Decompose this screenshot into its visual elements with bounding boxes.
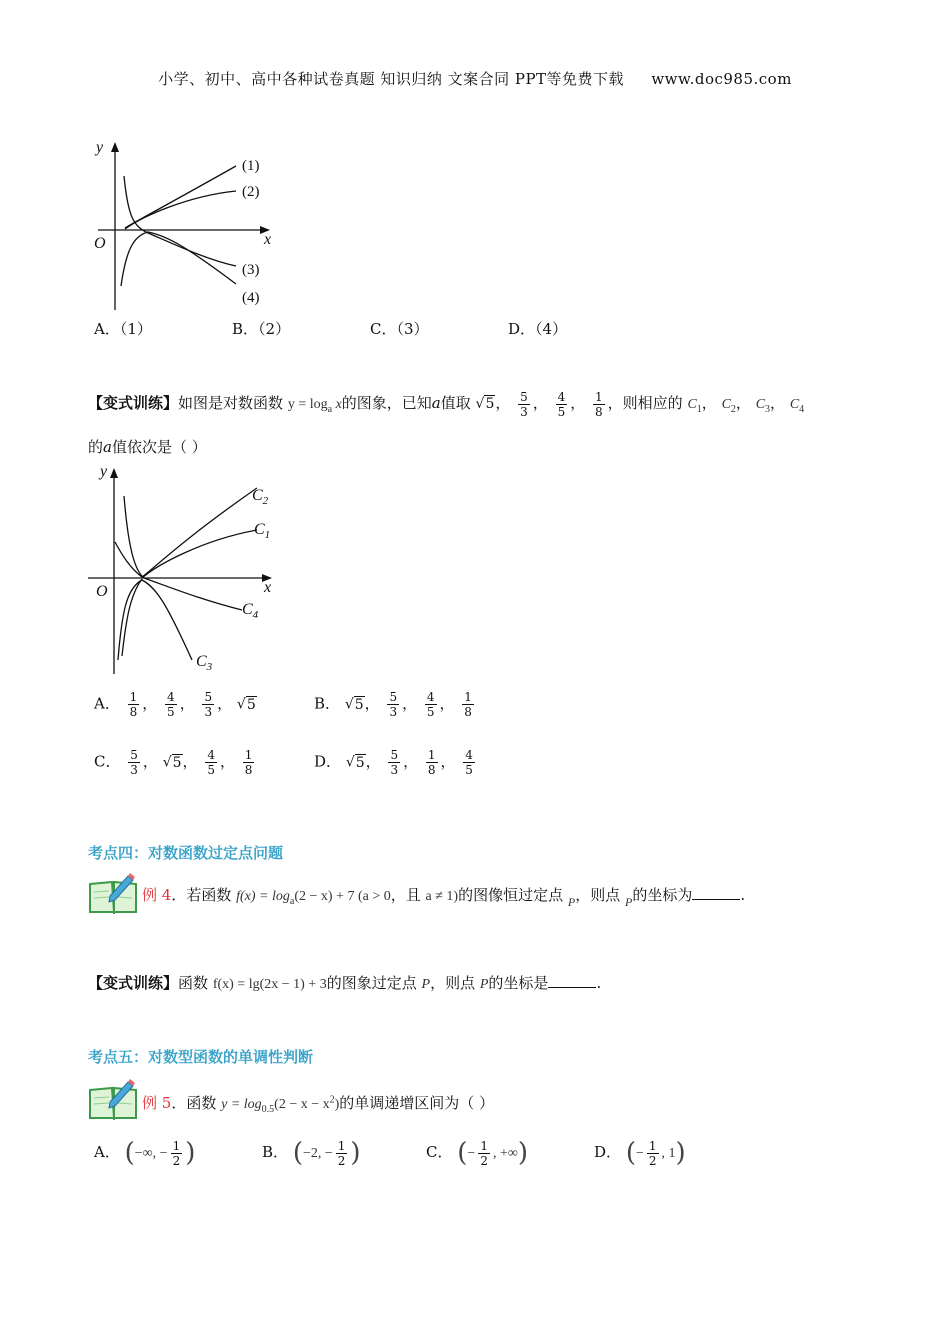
header-text: 小学、初中、高中各种试卷真题 知识归纳 文案合同 PPT等免费下载 (158, 70, 625, 88)
answer-blank-4[interactable] (692, 885, 740, 900)
curve-c3 (118, 580, 192, 660)
curve-label-2: (2) (242, 184, 260, 200)
q2-option-b[interactable]: B． √5， $\frac{5}{3}$ ， $\frac{4}{5}$ ， $\frac{1}{8}$ (314, 690, 472, 719)
section-5-title: 考点五：对数型函数的单调性判断 (88, 1048, 314, 1066)
curve-c2 (142, 488, 257, 577)
curve-c1 (142, 530, 257, 578)
curve-label-4: (4) (242, 290, 260, 306)
graph-1 (88, 136, 288, 311)
variant-2: 【变式训练】函数 f(x) = lg(2x − 1) + 3的图象过定点 P，则点 P的坐标是 . (88, 974, 602, 992)
example-5: 例 5．函数 $y = \log_{0.5}(2 - x - x^2)$的单调递增区间为（ ） (142, 1094, 495, 1115)
q5-option-c[interactable]: C． (− $\frac{1}{2}$ , +∞) (426, 1138, 529, 1168)
book-pencil-icon (88, 1078, 140, 1122)
book-pencil-icon (88, 872, 140, 916)
curve-label-c3: $C_3$ (196, 653, 213, 673)
variant-1-line-2: 的a值依次是（ ） (88, 438, 207, 456)
q5-option-b[interactable]: B． (−2, − $\frac{1}{2}$ ) (262, 1138, 361, 1168)
q1-option-a[interactable]: A．（1） (94, 320, 152, 338)
curve-label-1: (1) (242, 158, 260, 174)
curve-label-c1: $C_1$ (254, 521, 271, 541)
y-axis-label: y (96, 139, 104, 156)
example-4: 例 4．若函数 $f(x) = \log_a(2 - x) + 7$ (a > 0，且 a ≠ 1)的图像恒过定点 $_P$，则点 $_P$的坐标为 . (142, 886, 746, 909)
y-axis-label: y (100, 463, 108, 480)
curve-label-c2: $C_2$ (252, 487, 269, 507)
origin-label: O (94, 235, 106, 252)
graph-2 (82, 460, 292, 680)
example-4-label: 例 4 (142, 886, 172, 904)
header-url[interactable]: www.doc985.com (651, 70, 792, 88)
origin-label: O (96, 583, 108, 600)
q5-option-d[interactable]: D． (− $\frac{1}{2}$ , 1) (594, 1138, 686, 1168)
q1-option-d[interactable]: D．（4） (508, 320, 568, 338)
y-axis-arrow (111, 142, 119, 152)
q5-option-a[interactable]: A． (−∞, − $\frac{1}{2}$ ) (94, 1138, 196, 1168)
q2-option-d[interactable]: D． √5， $\frac{5}{3}$ ， $\frac{1}{8}$ ， $\frac{4}{5}$ (314, 748, 473, 777)
curve-label-3: (3) (242, 262, 260, 278)
q1-option-b[interactable]: B．（2） (232, 320, 291, 338)
curve-4 (121, 232, 236, 286)
section-4-title: 考点四：对数函数过定点问题 (88, 844, 284, 862)
page-header (0, 68, 950, 89)
x-axis-label: x (264, 231, 272, 248)
y-axis-arrow (110, 468, 118, 478)
example-5-label: 例 5 (142, 1094, 172, 1112)
q2-option-a[interactable]: A． $\frac{1}{8}$ ， $\frac{4}{5}$ ， $\frac{5}{3}$ ， √5 (94, 690, 256, 719)
answer-blank-variant-2[interactable] (548, 973, 596, 988)
q1-option-c[interactable]: C．（3） (370, 320, 429, 338)
curve-3 (124, 176, 236, 266)
variant-tag: 【变式训练】 (88, 394, 179, 412)
curve-c4-upper (115, 542, 142, 577)
x-axis-label: x (264, 579, 272, 596)
q2-option-c[interactable]: C． $\frac{5}{3}$ ， √5， $\frac{4}{5}$ ， $\frac{1}{8}$ (94, 748, 253, 777)
curve-label-c4: $C_4$ (242, 601, 259, 621)
variant-1-line-1: 【变式训练】如图是对数函数 $y = \log_a x$的图象，已知a值取 √5， $\frac{5}{3}$ ， $\frac{4}{5}$ ， $\frac{1}{8}$ ，则相应的 $C_1$， $C_2$， $C_3$， $C_4$ (88, 389, 805, 419)
